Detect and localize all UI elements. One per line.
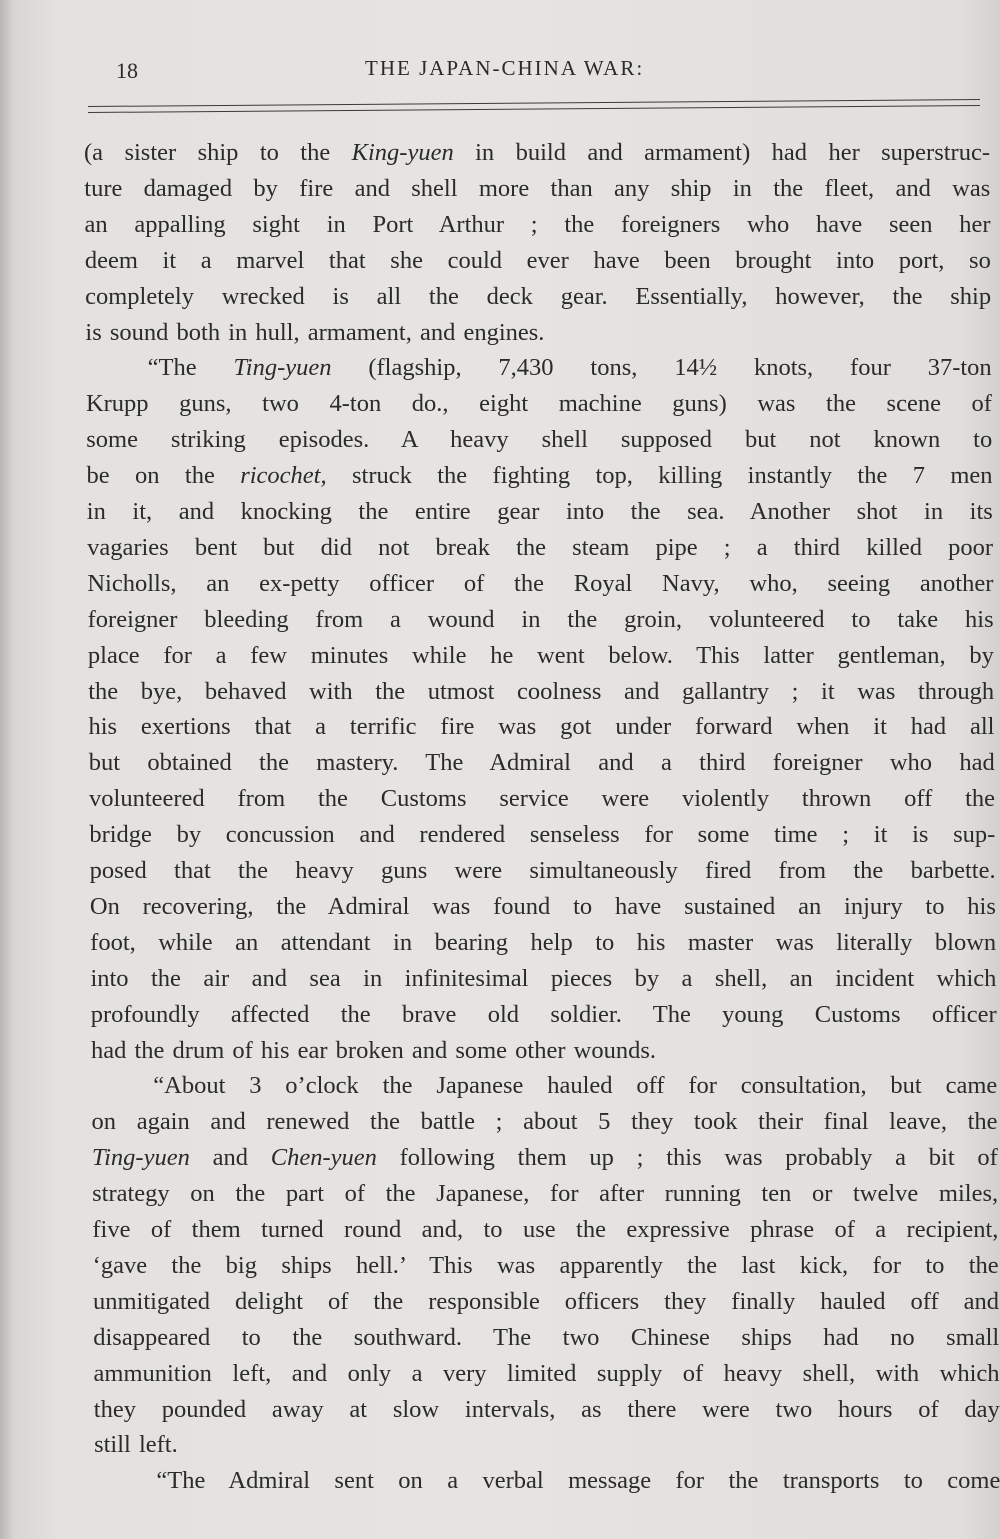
text-segment: ‘gave the big ships hell.’ This was apparently the last kick, for to the	[92, 1251, 999, 1279]
text-line	[89, 820, 995, 850]
text-segment: had the drum of his ear broken and some other wounds.	[91, 1036, 656, 1064]
text-segment: on again and renewed the battle ; about 5 they took their final leave, the	[91, 1108, 998, 1136]
header-rule-bottom	[88, 105, 980, 113]
text-line	[91, 1036, 997, 1066]
text-segment: profoundly affected the brave old soldier. The young Customs officer	[90, 1000, 997, 1028]
italic-text: Ting-yuen	[233, 354, 332, 382]
text-segment: and	[189, 1144, 271, 1172]
text-segment: ammunition left, and only a very limited supply of heavy shell, with which	[93, 1359, 1000, 1387]
italic-text: King-yuen	[351, 139, 454, 166]
text-segment: bridge by concussion and rendered senseless for some time ; it is sup-	[89, 821, 996, 849]
text-line	[87, 569, 993, 599]
text-line	[86, 389, 992, 419]
text-segment: Nicholls, an ex-petty officer of the Royal Navy, who, seeing another	[87, 569, 994, 597]
text-segment: “The Admiral sent on a verbal message for the transports to come	[156, 1467, 1000, 1495]
text-segment: foot, while an attendant in bearing help to his master was literally blown	[90, 928, 997, 956]
text-line	[85, 282, 991, 312]
text-segment: an appalling sight in Port Arthur ; the foreigners who have seen her	[84, 210, 991, 238]
text-segment: foreigner bleeding from a wound in the groin, volunteered to take his	[87, 605, 994, 633]
text-segment: still left.	[94, 1431, 178, 1459]
text-line	[90, 892, 996, 922]
text-line	[88, 641, 994, 671]
text-line	[92, 1179, 998, 1209]
text-segment: but obtained the mastery. The Admiral and a third foreigner who had	[88, 749, 995, 777]
text-line	[85, 318, 991, 348]
italic-text: Chen-yuen	[270, 1144, 377, 1172]
text-segment: is sound both in hull, armament, and engines.	[85, 318, 545, 346]
text-line	[90, 964, 996, 994]
text-segment: struck the fighting top, killing instantly the 7 men	[326, 462, 993, 490]
text-line	[88, 605, 994, 635]
text-line	[89, 784, 995, 814]
text-segment: five of them turned round and, to use the expressive phrase of a recipient,	[92, 1216, 999, 1243]
text-segment: volunteered from the Customs service were violently thrown off the	[89, 785, 996, 813]
running-head: THE JAPAN-CHINA WAR:	[365, 56, 645, 80]
text-segment: vagaries bent but did not break the steam pipe ; a third killed poor	[87, 533, 994, 561]
text-segment: into the air and sea in infinitesimal pieces by a shell, an incident which	[90, 964, 997, 992]
text-segment: completely wrecked is all the deck gear. Essentially, however, the ship	[85, 282, 992, 310]
text-line	[87, 461, 993, 491]
text-segment: in it, and knocking the entire gear into the sea. Another shot in its	[86, 498, 993, 525]
text-segment: posed that the heavy guns were simultaneously fired from the barbette.	[89, 857, 996, 884]
text-segment: disappeared to the southward. The two Chinese ships had no small	[93, 1323, 1000, 1351]
text-segment: place for a few minutes while he went below. This latter gentleman, by	[87, 641, 994, 669]
text-line	[93, 1323, 999, 1353]
text-line	[92, 1215, 998, 1245]
text-line	[94, 1466, 1000, 1496]
text-line	[92, 1107, 998, 1137]
text-segment: they pounded away at slow intervals, as there were two hours of day	[93, 1395, 1000, 1423]
text-segment: his exertions that a terrific fire was got under forward when it had all	[88, 713, 995, 741]
text-line	[85, 246, 991, 276]
text-line	[91, 1000, 997, 1030]
text-segment: ture damaged by fire and shell more than any ship in the fleet, and was	[84, 174, 991, 202]
text-line	[85, 210, 991, 240]
text-line	[84, 138, 990, 168]
text-line	[87, 533, 993, 563]
text-line	[88, 677, 994, 707]
text-line	[90, 856, 996, 886]
text-line	[88, 712, 994, 742]
text-segment: some striking episodes. A heavy shell supposed but not known to	[86, 426, 993, 454]
text-line	[93, 1287, 999, 1317]
text-segment: “About 3 o’clock the Japanese hauled off for consultation, but came	[153, 1072, 998, 1100]
text-line	[92, 1143, 998, 1173]
text-line	[94, 1395, 1000, 1425]
italic-text: ricochet,	[240, 462, 327, 490]
text-segment: strategy on the part of the Japanese, for after running ten or twelve miles,	[92, 1180, 999, 1208]
body-text	[84, 124, 1000, 1534]
text-segment: Krupp guns, two 4-ton do., eight machine guns) was the scene of	[85, 390, 992, 418]
text-line	[91, 1071, 997, 1101]
text-line	[89, 748, 995, 778]
text-segment: unmitigated delight of the responsible officers they finally hauled off and	[92, 1287, 999, 1315]
text-segment: be on the	[86, 462, 241, 490]
text-segment: On recovering, the Admiral was found to have sustained an injury to his	[89, 892, 996, 920]
text-line	[84, 174, 990, 204]
text-segment: “The	[147, 354, 234, 382]
text-line	[86, 353, 992, 383]
italic-text: Ting-yuen	[91, 1144, 190, 1172]
text-segment: (a sister ship to the	[84, 139, 352, 166]
page-header	[0, 52, 1000, 92]
text-line	[87, 497, 993, 527]
text-segment: following them up ; this was probably a bit of	[376, 1144, 998, 1172]
text-line	[94, 1430, 1000, 1460]
text-segment: the bye, behaved with the utmost coolness and gallantry ; it was through	[88, 677, 995, 705]
text-segment: deem it a marvel that she could ever have been brought into port, so	[84, 246, 991, 274]
text-line	[90, 928, 996, 958]
page-number: 18	[116, 58, 138, 83]
text-line	[94, 1359, 1000, 1389]
text-line	[86, 425, 992, 455]
text-segment: in build and armament) had her superstruc-	[453, 139, 990, 166]
text-line	[93, 1251, 999, 1281]
text-segment: (flagship, 7,430 tons, 14½ knots, four 37-ton	[331, 354, 992, 382]
